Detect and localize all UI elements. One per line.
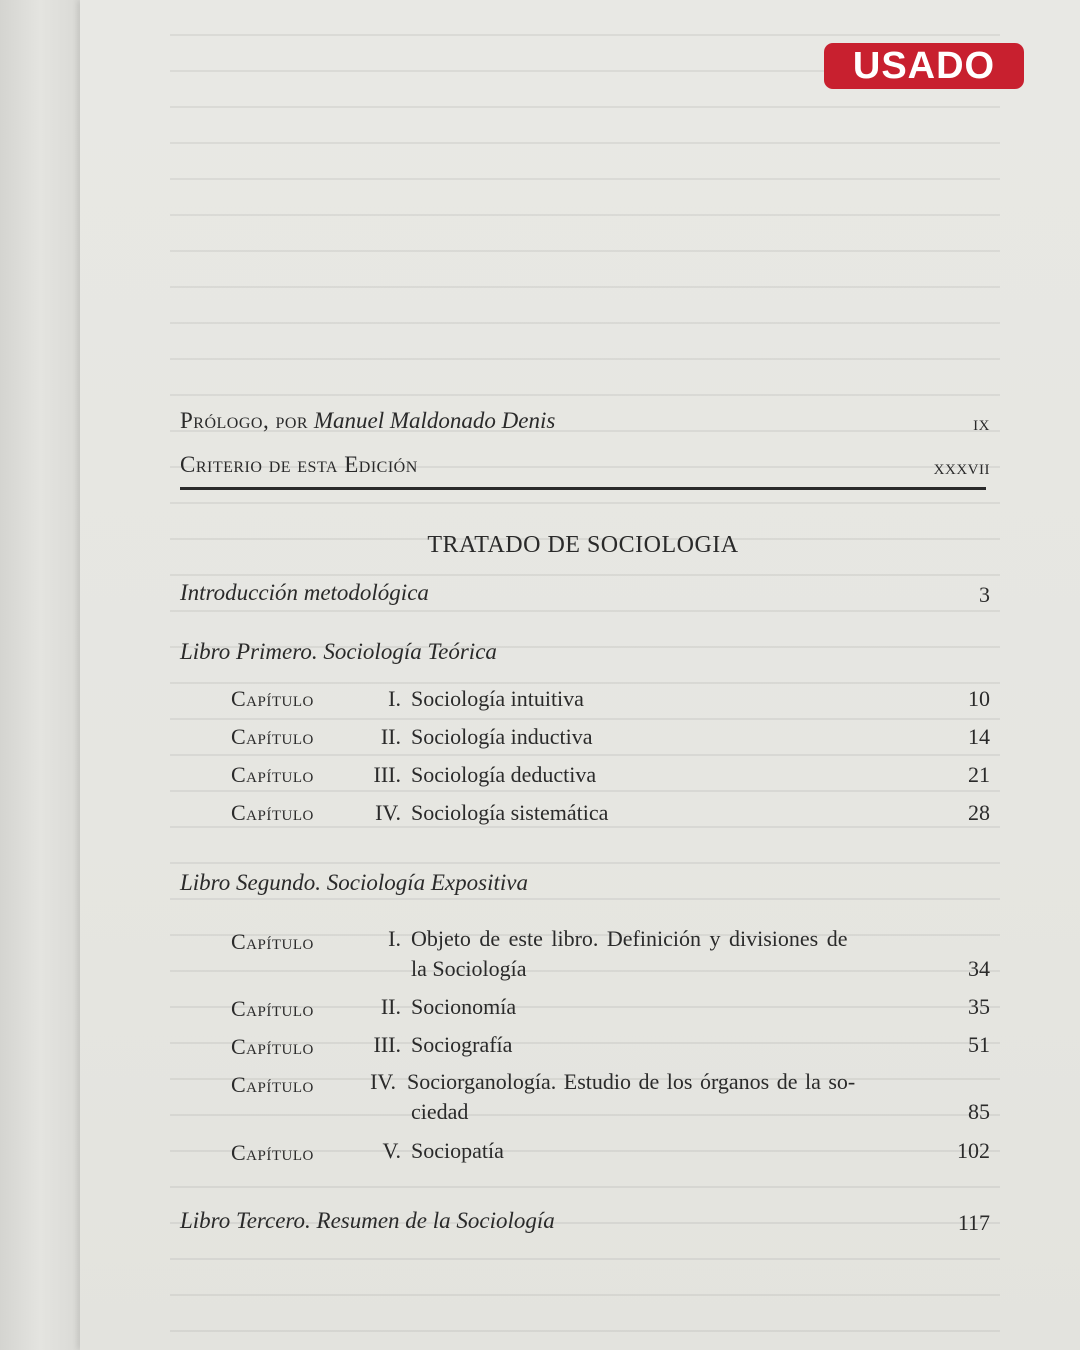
book2-ch1-page: 34: [968, 956, 990, 981]
book1-ch1-num: I.: [388, 686, 401, 711]
intro-page: 3: [979, 582, 990, 607]
book1-ch3-num: III.: [373, 762, 401, 787]
book1-ch4-title: Sociología sistemática: [411, 800, 609, 825]
book1-ch3-page: 21: [968, 762, 990, 787]
book1-ch1-title: Sociología intuitiva: [411, 686, 584, 711]
prologue-label: Prólogo, por: [180, 408, 309, 433]
book2-ch5-label: Capítulo: [231, 1140, 314, 1165]
book2-ch1-label: Capítulo: [231, 929, 314, 954]
book2-ch2-num: II.: [380, 994, 401, 1019]
book1-ch4-page: 28: [968, 800, 990, 825]
book1-ch2-title: Sociología inductiva: [411, 724, 593, 749]
book-page: [80, 0, 1080, 1350]
book2-ch4-num: IV.: [370, 1069, 396, 1094]
book1-ch1-page: 10: [968, 686, 990, 711]
prologue-entry: [180, 408, 555, 434]
book2-ch1-num: I.: [388, 926, 401, 951]
book2-ch5-page: 102: [957, 1138, 990, 1163]
book2-ch5-num: V.: [382, 1138, 401, 1163]
book2-ch3-num: III.: [373, 1032, 401, 1057]
book1-ch4-label: Capítulo: [231, 800, 314, 825]
book2-ch1-title-cont: la Sociología: [411, 956, 527, 981]
book2-ch4-title: Sociorganología. Estudio de los órganos de la so-: [407, 1069, 856, 1094]
book2-title: Libro Segundo. Sociología Expositiva: [180, 870, 528, 895]
book2-ch4-label: Capítulo: [231, 1072, 314, 1097]
book1-ch2-num: II.: [380, 724, 401, 749]
prologue-author: Manuel Maldonado Denis: [313, 408, 556, 433]
criteria-page: xxxvii: [933, 454, 990, 479]
book2-ch2-title: Socionomía: [411, 994, 517, 1019]
book2-ch1-title: Objeto de este libro. Definición y divisiones de: [411, 926, 848, 951]
book1-ch2-page: 14: [968, 724, 990, 749]
book1-ch1-label: Capítulo: [231, 686, 314, 711]
book1-ch2-label: Capítulo: [231, 724, 314, 749]
intro-title: Introducción metodológica: [180, 580, 429, 605]
book2-ch5-title: Sociopatía: [411, 1138, 504, 1163]
book2-ch3-label: Capítulo: [231, 1034, 314, 1059]
divider-rule: [180, 487, 986, 490]
book2-ch2-page: 35: [968, 994, 990, 1019]
book1-ch3-title: Sociología deductiva: [411, 762, 597, 787]
prologue-page: ix: [973, 410, 990, 435]
book1-ch4-num: IV.: [375, 800, 401, 825]
book2-ch3-title: Sociografía: [411, 1032, 513, 1057]
book2-ch4-page: 85: [968, 1099, 990, 1124]
main-title: TRATADO DE SOCIOLOGIA: [427, 532, 739, 558]
book2-ch4-title-cont: ciedad: [411, 1099, 469, 1124]
book2-ch3-page: 51: [968, 1032, 990, 1057]
book2-ch2-label: Capítulo: [231, 996, 314, 1021]
book1-title: Libro Primero. Sociología Teórica: [180, 639, 497, 664]
book3-page: 117: [957, 1210, 990, 1235]
used-badge: USADO: [824, 43, 1024, 89]
book3-title: Libro Tercero. Resumen de la Sociología: [180, 1208, 555, 1233]
criteria-entry: Criterio de esta Edición: [180, 452, 418, 477]
book1-ch3-label: Capítulo: [231, 762, 314, 787]
